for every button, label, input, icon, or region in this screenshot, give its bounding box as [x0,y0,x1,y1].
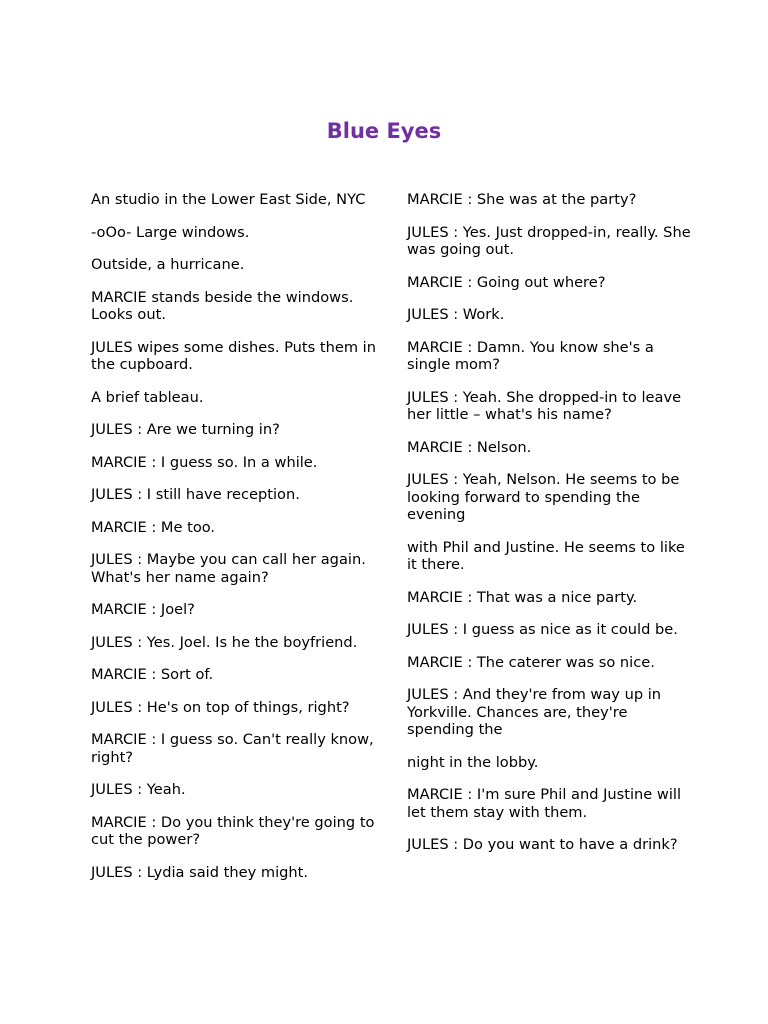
paragraph: MARCIE : Sort of. [91,666,214,683]
paragraph: JULES : Are we turning in? [91,421,280,438]
paragraph: JULES : Lydia said they might. [91,863,308,881]
paragraph: MARCIE : I guess so. In a while. [91,453,318,471]
document-title: Blue Eyes [326,119,442,143]
paragraph: JULES wipes some dishes. Puts them in the cupboard. [91,338,376,373]
paragraph: MARCIE : Damn. You know she's a single mom? [407,338,654,373]
paragraph: JULES : Yeah, Nelson. He seems to be looking forward to spending the evening [407,471,680,523]
paragraph: JULES : Yeah. She dropped-in to leave her little – what's his name? [407,388,682,423]
paragraph: MARCIE stands beside the windows. Looks out. [91,288,354,323]
paragraph: Outside, a hurricane. [91,256,245,273]
right-column [407,191,697,869]
paragraph: JULES : Maybe you can call her again. What's her name again? [91,551,366,586]
paragraph: -oOo- Large windows. [91,223,250,241]
paragraph: MARCIE : Nelson. [407,438,532,456]
paragraph: JULES : I guess as nice as it could be. [407,621,678,638]
paragraph: An studio in the Lower East Side, NYC [91,191,366,208]
paragraph: MARCIE : Me too. [91,518,216,536]
paragraph: night in the lobby. [407,753,539,771]
paragraph: MARCIE : Do you think they're going to cut the power? [91,813,375,848]
paragraph: JULES : Yeah. [91,781,186,798]
paragraph: JULES : I still have reception. [91,486,300,503]
paragraph: with Phil and Justine. He seems to like it there. [407,538,685,573]
paragraph: MARCIE : The caterer was so nice. [407,653,655,671]
paragraph: MARCIE : Going out where? [407,273,606,291]
paragraph: MARCIE : I guess so. Can't really know, right? [91,731,374,766]
left-column [91,191,376,896]
paragraph: JULES : And they're from way up in Yorkville. Chances are, they're spending the [407,686,662,738]
paragraph: MARCIE : That was a nice party. [407,588,638,606]
paragraph: MARCIE : She was at the party? [407,191,637,208]
paragraph: JULES : Work. [407,306,505,323]
paragraph: MARCIE : I'm sure Phil and Justine will let them stay with them. [407,786,682,821]
paragraph: JULES : Yes. Just dropped-in, really. She was going out. [407,223,691,258]
paragraph: A brief tableau. [91,388,204,406]
paragraph: MARCIE : Joel? [91,601,195,618]
paragraph: JULES : Do you want to have a drink? [407,836,678,853]
paragraph: JULES : Yes. Joel. Is he the boyfriend. [91,633,358,651]
paragraph: JULES : He's on top of things, right? [91,698,350,716]
